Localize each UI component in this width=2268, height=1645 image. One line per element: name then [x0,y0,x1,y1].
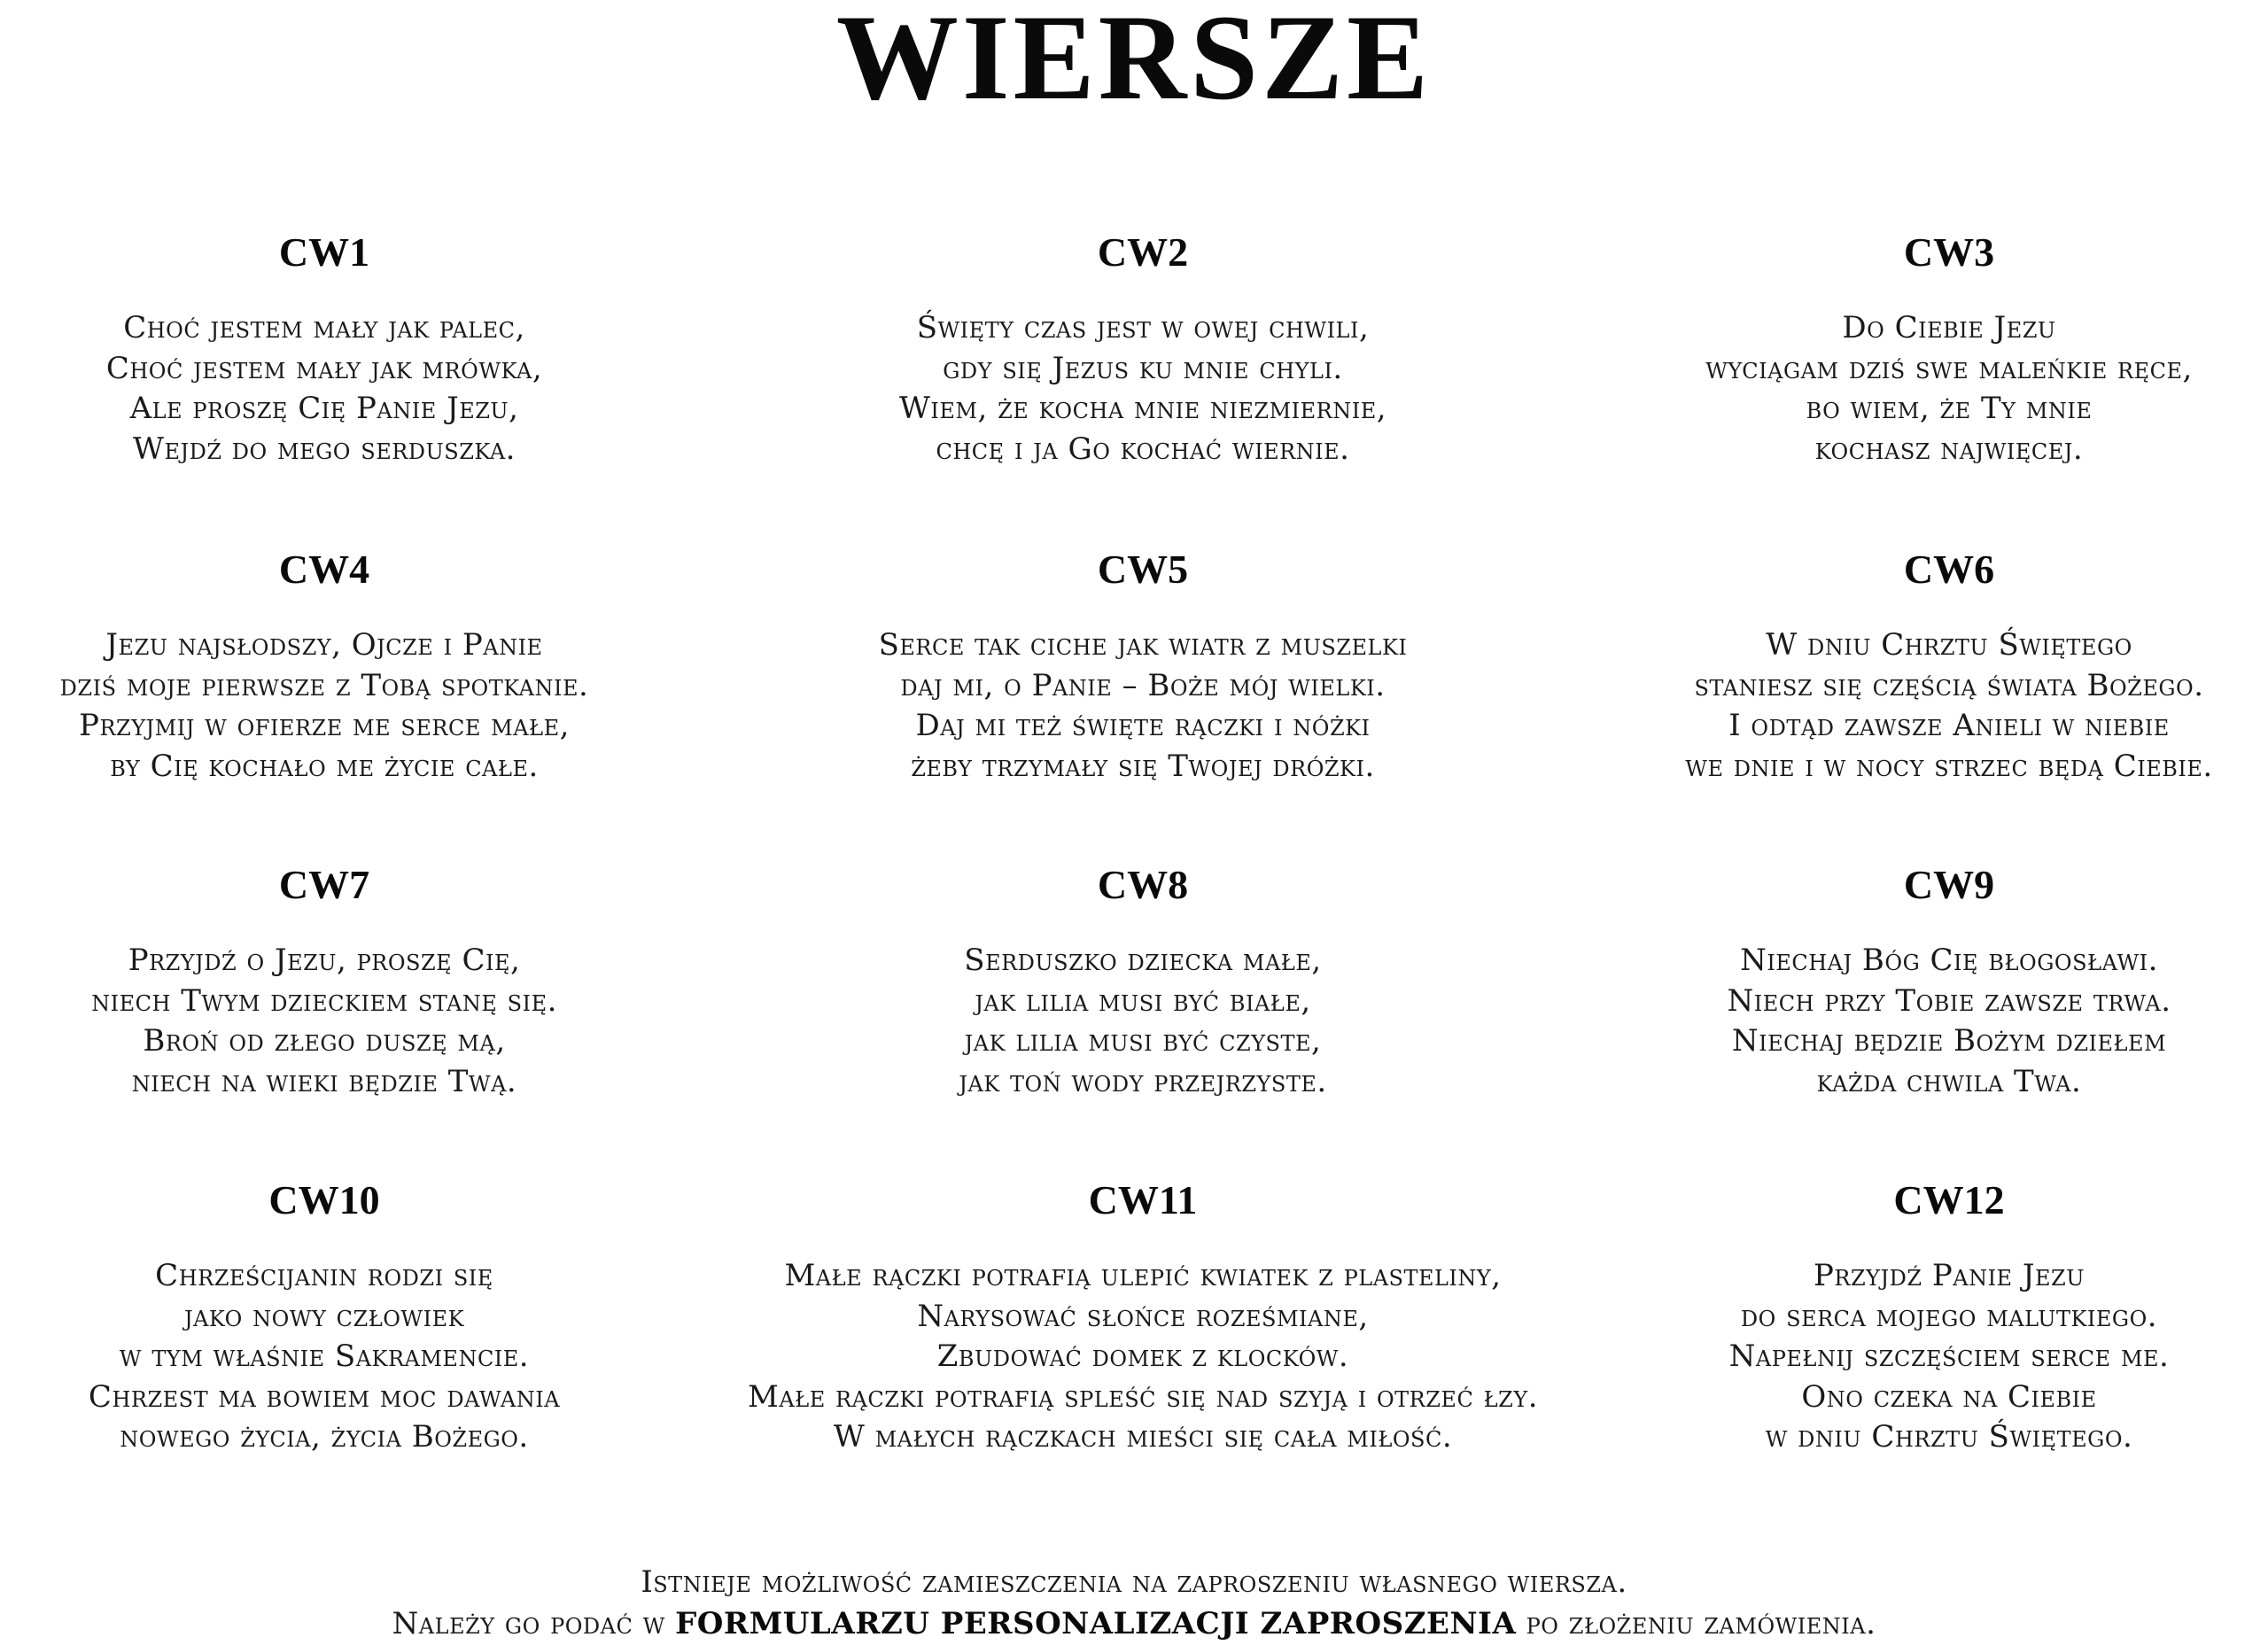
personalization-form-label: FORMULARZU PERSONALIZACJI ZAPROSZENIA [675,1606,1517,1641]
poem-code: CW10 [268,1177,380,1222]
poem-line: w dniu Chrztu Świętego. [1765,1419,2133,1455]
poem-line: Niech przy Tobie zawsze trwa. [1727,982,2171,1019]
poem-line: kochasz najwięcej. [1814,431,2084,467]
poem-line: daj mi, o Panie – Boże mój wielki. [900,667,1386,703]
page-title: WIERSZE [835,0,1433,125]
poem-cw10 [88,1177,561,1458]
poem-cw12 [1728,1177,2170,1458]
poem-line: Niechaj Bóg Cię błogosławi. [1740,943,2158,978]
poem-cw1 [105,229,543,469]
footer-line-2-before: Należy go podać w [392,1606,676,1641]
poem-code: CW8 [1097,862,1189,907]
poem-cw4 [60,549,589,787]
poem-code: CW11 [1088,1177,1198,1222]
poem-line: Do Ciebie Jezu [1842,310,2056,345]
poem-line: niech na wieki będzie Twą. [131,1063,517,1099]
poem-code: CW6 [1903,547,1995,592]
poem-line: Chrzest ma bowiem moc dawania [88,1378,561,1415]
poem-cw2 [898,229,1387,469]
poem-code: CW2 [1097,229,1189,275]
poem-line: I odtąd zawsze Anieli w niebie [1728,708,2170,743]
poem-line: Napełnij szczęściem serce me. [1728,1339,2170,1374]
poem-code: CW9 [1903,862,1995,907]
poem-line: chcę i ja Go kochać wiernie. [936,431,1350,467]
poem-line: we dnie i w nocy strzec będą Ciebie. [1685,748,2213,784]
poem-line: W małych rączkach mieści się cała miłość. [833,1419,1453,1455]
poem-line: Ono czeka na Ciebie [1801,1378,2097,1415]
poem-cw9 [1727,862,2171,1102]
poem-line: W dniu Chrztu Świętego [1766,627,2132,663]
poem-cw6 [1685,549,2212,787]
poem-line: Daj mi też święte rączki i nóżki [915,708,1371,743]
footer-note [0,1562,2268,1645]
poem-line: Przyjdź Panie Jezu [1814,1258,2085,1293]
poem-line: Przyjdź o Jezu, proszę Cię, [128,943,521,978]
poem-line: by Cię kochało me życie całe. [110,748,539,784]
poem-line: Narysować słońce roześmiane, [917,1298,1369,1334]
poem-line: dziś moje pierwsze z Tobą spotkanie. [59,667,589,703]
poem-line: Broń od złego duszę mą, [143,1023,506,1059]
footer-line-2-after: po złożeniu zamówienia. [1516,1606,1876,1641]
poem-line: Wejdź do mego serduszka. [132,431,517,467]
poem-cw11 [748,1177,1538,1458]
poem-code: CW12 [1893,1177,2005,1222]
poem-line: każda chwila Twa. [1816,1063,2082,1099]
poem-cw7 [91,862,557,1102]
footer-line-1: Istnieje możliwość zamieszczenia na zaproszeniu własnego wiersza. [641,1564,1627,1600]
poem-line: jak lilia musi być czyste, [964,1023,1322,1059]
poem-line: gdy się Jezus ku mnie chyli. [943,350,1343,386]
poem-line: żeby trzymały się Twojej dróżki. [911,748,1375,784]
poem-line: jak toń wody przejrzyste. [959,1063,1327,1099]
poem-line: Małe rączki potrafią spleść się nad szyją i otrzeć łzy. [748,1378,1538,1415]
footer-line-2 [0,1603,2268,1645]
poem-line: jak lilia musi być białe, [975,982,1311,1019]
poem-line: do serca mojego malutkiego. [1740,1298,2158,1334]
poem-code: CW1 [278,229,370,275]
poem-line: nowego życia, życia Bożego. [120,1419,529,1455]
poem-line: Wiem, że kocha mnie niezmiernie, [898,391,1387,426]
poem-line: Święty czas jest w owej chwili, [916,310,1370,345]
poem-line: Małe rączki potrafią ulepić kwiatek z plasteliny, [784,1258,1502,1293]
poem-line: Choć jestem mały jak mrówka, [105,350,543,386]
poem-line: bo wiem, że Ty mnie [1806,391,2093,426]
poem-line: Przyjmij w ofierze me serce małe, [79,708,570,743]
poem-line: Ale proszę Cię Panie Jezu, [129,391,519,426]
poem-line: Choć jestem mały jak palec, [123,310,525,345]
poem-line: Serce tak ciche jak wiatr z muszelki [878,627,1408,663]
poem-line: w tym właśnie Sakramencie. [119,1339,530,1374]
poem-line: Jezu najsłodszy, Ojcze i Panie [105,627,543,663]
poem-code: CW7 [278,862,370,907]
poem-cw8 [959,862,1327,1102]
poem-line: wyciągam dziś swe maleńkie ręce, [1705,350,2193,386]
poem-code: CW5 [1097,547,1189,592]
poem-code: CW4 [278,547,370,592]
poem-line: staniesz się częścią świata Bożego. [1694,667,2204,703]
poem-code: CW3 [1903,229,1995,275]
poem-line: Serduszko dziecka małe, [964,943,1322,978]
poem-cw5 [879,549,1408,787]
poem-cw3 [1705,229,2193,469]
poem-line: Niechaj będzie Bożym dziełem [1731,1023,2167,1059]
poem-line: Zbudować domek z klocków. [936,1339,1349,1374]
poem-line: Chrześcijanin rodzi się [155,1258,493,1293]
poem-line: niech Twym dzieckiem stanę się. [91,982,557,1019]
poem-line: jako nowy człowiek [183,1298,465,1334]
